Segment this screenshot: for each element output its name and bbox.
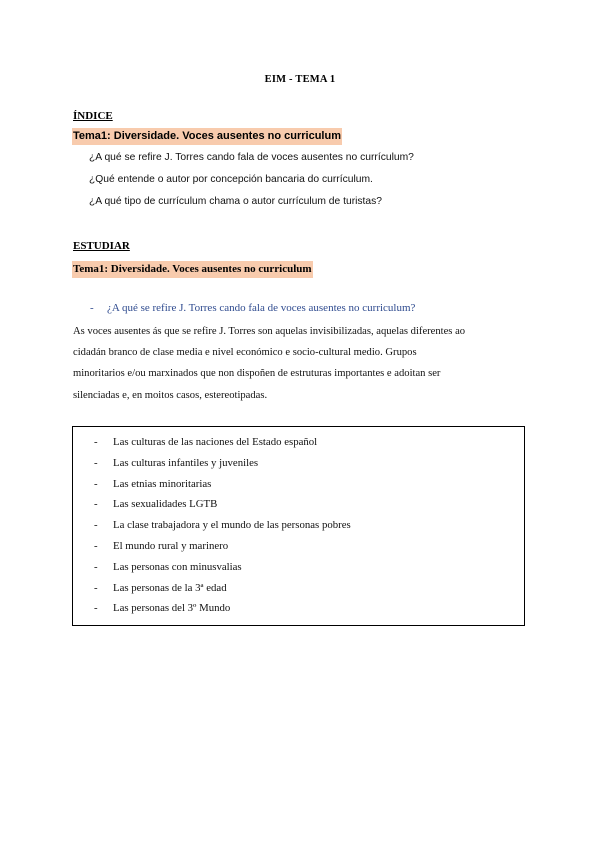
list-item-text: Las culturas infantiles y juveniles <box>113 456 259 469</box>
list-item-text: Las personas de la 3ª edad <box>113 581 227 594</box>
paragraph-line: As voces ausentes ás que se refire J. Torres son aquelas invisibilizadas, aquelas diferentes ao <box>73 326 466 337</box>
paragraph-line: silenciadas e, en moitos casos, estereotipadas. <box>73 389 268 401</box>
bullet-dash: - <box>94 560 98 573</box>
list-item-text: Las personas con minusvalias <box>113 560 242 573</box>
index-topic: Tema1: Diversidade. Voces ausentes no curriculum <box>72 128 342 145</box>
study-heading: ESTUDIAR <box>73 240 130 252</box>
list-item <box>94 536 351 557</box>
list-item <box>94 494 351 515</box>
list-item <box>94 557 351 578</box>
index-item: ¿A qué tipo de currículum chama o autor currículum de turistas? <box>89 196 383 207</box>
index-heading: ÍNDICE <box>73 110 113 122</box>
list-item-text: El mundo rural y marinero <box>113 539 229 552</box>
study-question-text: ¿A qué se refire J. Torres cando fala de voces ausentes no curriculum? <box>107 302 416 314</box>
bullet-dash: - <box>94 456 98 469</box>
list-item-text: Las etnias minoritarias <box>113 477 212 490</box>
bullet-dash: - <box>90 302 94 314</box>
bullet-dash: - <box>94 602 98 615</box>
study-paragraph <box>73 321 531 406</box>
bullet-dash: - <box>94 581 98 594</box>
list-item-text: Las culturas de las naciones del Estado español <box>113 436 318 448</box>
list-item-text: Las sexualidades LGTB <box>113 498 218 511</box>
study-topic: Tema1: Diversidade. Voces ausentes no curriculum <box>72 261 313 278</box>
list-item <box>94 598 351 619</box>
bullet-dash: - <box>94 519 98 532</box>
paragraph-line: minoritarios e/ou marxinados que non dispoñen de estruturas importantes e adoitan ser <box>73 368 441 380</box>
list-item-text: La clase trabajadora y el mundo de las personas pobres <box>113 519 351 532</box>
bullet-dash: - <box>94 539 98 552</box>
absent-voices-list <box>94 432 351 619</box>
document-title: EIM - TEMA 1 <box>264 74 336 85</box>
list-item <box>94 515 351 536</box>
study-question <box>90 302 415 314</box>
list-item <box>94 432 351 453</box>
bullet-dash: - <box>94 477 98 490</box>
index-item: ¿A qué se refire J. Torres cando fala de voces ausentes no currículum? <box>89 152 414 163</box>
absent-voices-box <box>72 426 525 626</box>
paragraph-line: cidadán branco de clase media e nivel económico e socio-cultural medio. Grupos <box>73 347 417 359</box>
list-item-text: Las personas del 3º Mundo <box>113 602 231 615</box>
bullet-dash: - <box>94 498 98 511</box>
index-item: ¿Qué entende o autor por concepción bancaria do currículum. <box>89 174 373 185</box>
list-item <box>94 474 351 495</box>
bullet-dash: - <box>94 436 98 448</box>
list-item <box>94 578 351 599</box>
list-item <box>94 453 351 474</box>
